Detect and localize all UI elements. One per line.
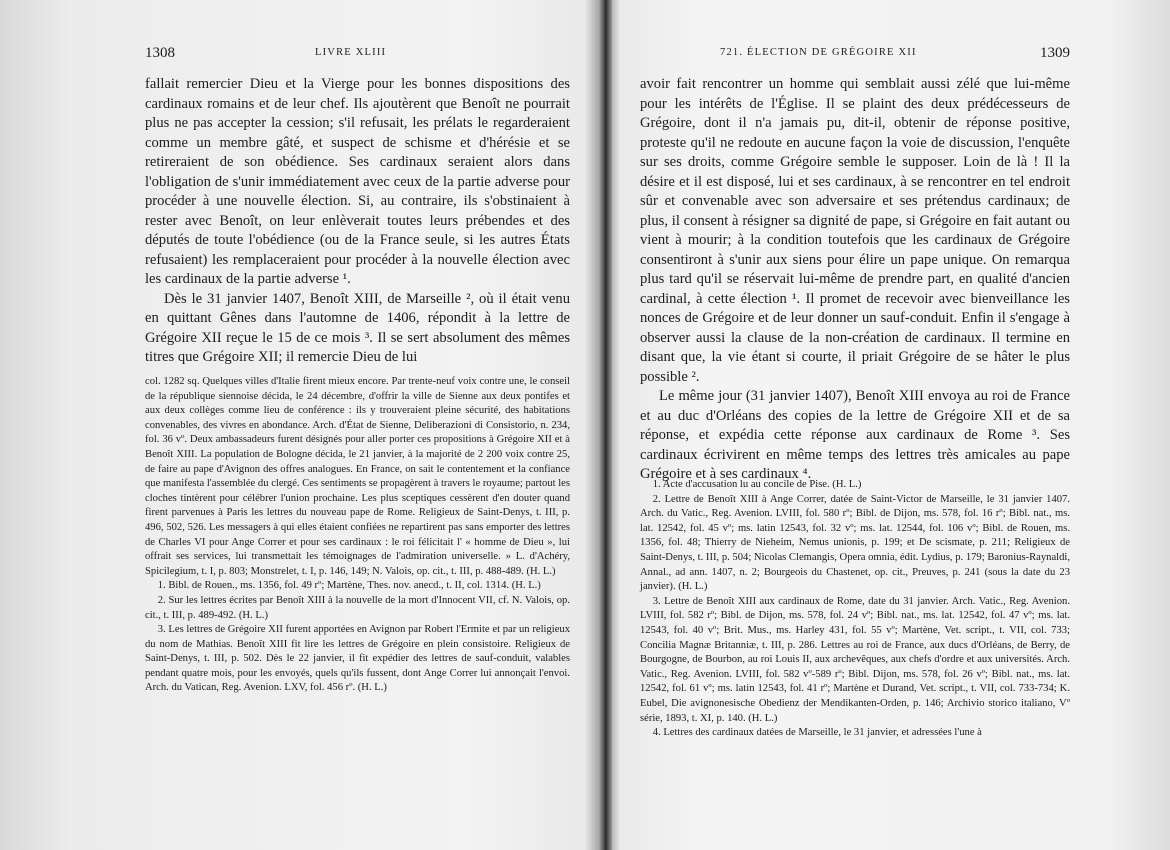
footnote: 2. Lettre de Benoît XIII à Ange Correr, datée de Saint-Victor de Marseille, le 31 janvier 1407. Arch. du Vatic., Reg. Avenion. LVIII, fol. 580 rº; Bibl. de Dijon, ms. 578, fol. 16 rº; Bibl. nat., ms. lat. 12542, fol. 45 vº; ms. latin 12543, fol. 32 vº; ms. lat. 12544, fol. 106 vº; Bibl. de Rouen, ms. 1356, fol. 48; Thierry de Nieheim, Nemus unionis, p. 199; et De scismate, p. 211; Religieux de Saint-Denys, t. III, p. 504; Nicolas Clemangis, Opera omnia, édit. Lydius, p. 179; Baronius-Raynaldi, Annal., ad ann. 1407, n. 2; Bourgeois du Chastenet, op. cit., Preuves, p. 241 (sous la date du 23 janvier). (H. L.) (640, 493, 1070, 593)
page-number: 1308 (145, 45, 175, 61)
running-head: LIVRE XLIII (315, 47, 387, 58)
left-footnotes (145, 375, 570, 696)
footnote: col. 1282 sq. Quelques villes d'Italie firent mieux encore. Par trente-neuf voix contre une, le conseil de la république siennoise décida, le 24 décembre, d'offrir la ville de Sienne aux deux pontifes et aux deux collèges comme lieu de conférence : ils y trouveraient pleine sécurité, des habitations convenables, des vivres en abondance. Arch. d'État de Sienne, Deliberazioni di Consistorio, n. 234, fol. 36 vº. Deux ambassadeurs furent désignés pour aller porter ces propositions à Grégoire XII et à Benoît XIII. La population de Bologne décida, le 21 janvier, à la majorité de 2 200 voix contre 25, de faire au pape d'Avignon des offres analogues. En France, on sait le contentement et la confiance que manifesta l'assemblée du clergé. Ces sentiments se propagèrent à travers le royaume; partout les cloches tintèrent pour célébrer l'union prochaine. Les plus sceptiques cessèrent d'en douter quand firent parvenues à Paris les lettres du nouveau pape de Rome. Religieux de Saint-Denys, t. III, p. 496, 502, 526. Les messagers à qui elles étaient confiées ne repartirent pas sans emporter des lettres de Charles VI pour Ange Correr et pour ses cardinaux : le roi félicitait l' « homme de Dieu », lui offrait ses services, lui transmettait les témoignages de l'admiration universelle. » L. d'Achéry, Spicilegium, t. I, p. 803; Monstrelet, t. I, p. 146, 149; N. Valois, op. cit., t. III, p. 488-489. (H. L.) (145, 376, 570, 577)
footnote: 3. Les lettres de Grégoire XII furent apportées en Avignon par Robert l'Ermite et par un religieux du nom de Mathias. Benoît XIII fit lire les lettres de Grégoire en plein consistoire. Religieux de Saint-Denys, t. III, p. 502. Dès le 22 janvier, il fit expédier des lettres de sauf-conduit, valables pendant quatre mois, pour les envoyés, quels qu'ils fussent, dont Ange Correr lui annonçait l'envoi. Arch. du Vatican, Reg. Avenion. LXV, fol. 456 rº. (H. L.) (145, 624, 570, 694)
paragraph: Le même jour (31 janvier 1407), Benoît XIII envoya au roi de France et au duc d'Orléans des copies de la lettre de Grégoire XII et de sa réponse, et expédia cette réponse aux cardinaux de Rome ³. Ses cardinaux écrivirent en même temps des lettres très amicales au pape Grégoire et à ses cardinaux ⁴. (640, 388, 1070, 482)
footnote: 1. Acte d'accusation lu au concile de Pise. (H. L.) (652, 479, 862, 490)
left-page-header (145, 45, 570, 67)
right-page (610, 0, 1170, 850)
footnote: 3. Lettre de Benoît XIII aux cardinaux de Rome, date du 31 janvier. Arch. Vatic., Reg. Avenion. LVIII, fol. 582 rº; Bibl. de Dijon, ms. 578, fol. 24 vº; Bibl. nat., ms. lat. 12542, fol. 47 vº; ms. lat. 12543, fol. 40 vº; Brit. Mus., ms. Harley 431, fol. 55 vº; Martène, Vet. script., t. VII, col. 733; Concilia Magnæ Britanniæ, t. III, p. 286. Lettres au roi de France, aux ducs d'Orléans, de Berry, de Bourgogne, de Bourbon, au roi Louis II, aux archevêques, aux chefs d'ordre et aux universités. Arch. Vatic., Reg. Avenion. LVIII, fol. 582 vº-589 rº; Bibl. Dijon, ms. 578, fol. 26 vº; Bibl. nat., ms. lat. 12542, fol. 61 vº; ms. latin 12543, fol. 41 rº; Martène et Durand, Vet. script., t. VII, col. 733-734; K. Eubel, Die avignonesische Obedienz der Mendikanten-Orden, p. 146; Archivio storico italiano, Vº série, 1893, t. XI, p. 140. (H. L.) (640, 595, 1070, 724)
left-main-text (145, 75, 570, 368)
right-main-text (640, 75, 1070, 485)
right-footnotes (640, 478, 1070, 741)
paragraph: avoir fait rencontrer un homme qui semblait aussi zélé que lui-même pour les intérêts de l'Église. Il se plaint des deux prédécesseurs de Grégoire, dont il n'a jamais pu, dit-il, obtenir de réponse positive, proteste qu'il ne redoute en aucune façon la voie de discussion, l'enquête sur ses droits, comme Grégoire semble le supposer. Loin de là ! Il la désire et il est disposé, lui et ses cardinaux, à se rencontrer en tel endroit sûr et convenable avec son adversaire et ses prétendus cardinaux; de plus, il consent à résigner sa dignité de pape, si Grégoire en fait autant ou vient à mourir; à la condition toutefois que les cardinaux de Grégoire consentiront à s'unir aux siens pour élire un pape unique. On remarqua plus tard qu'il se réservait lui-même de prendre part, en qualité d'ancien cardinal, à cette élection ¹. Il promet de recevoir avec bienveillance les nonces de Grégoire et de leur donner un sauf-conduit. Enfin il s'engage à observer aussi la clause de la non-création de cardinaux. Il termine en disant que, la vie étant si courte, il priait Grégoire de se hâter le plus possible ². (640, 76, 1070, 385)
running-head: 721. ÉLECTION DE GRÉGOIRE XII (720, 47, 917, 58)
page-number: 1309 (1040, 45, 1070, 61)
right-page-header (640, 45, 1070, 67)
footnote: 2. Sur les lettres écrites par Benoît XIII à la nouvelle de la mort d'Innocent VII, cf. N. Valois, op. cit., t. III, p. 489-492. (H. L.) (145, 594, 570, 621)
footnote: 1. Bibl. de Rouen., ms. 1356, fol. 49 rº; Martène, Thes. nov. anecd., t. II, col. 1314. (H. L.) (157, 580, 541, 592)
footnote: 4. Lettres des cardinaux datées de Marseille, le 31 janvier, et adressées l'une à (652, 727, 982, 739)
paragraph: Dès le 31 janvier 1407, Benoît XIII, de Marseille ², où il était venu en quittant Gênes dans l'automne de 1406, répondit à la lettre de Grégoire XII reçue le 15 de ce mois ³. Il se sert absolument des mêmes titres que Grégoire XII; il remercie Dieu de lui (145, 290, 570, 365)
paragraph: fallait remercier Dieu et la Vierge pour les bonnes dispositions des cardinaux romains et de leur chef. Ils ajoutèrent que Benoît ne pourrait plus ne pas accepter la cession; s'il refusait, les prélats le regarderaient comme un membre gâté, et suspect de schisme et d'hérésie et se retireraient de son obédience. Ses cardinaux seraient alors dans l'obligation de s'unir immédiatement avec ceux de la partie adverse pour procéder à une nouvelle élection. Si, au contraire, ils s'obstinaient à rester avec Benoît, on leur enlèverait toutes leurs prébendes et des députés de toute l'obédience (ou de la France seule, si les autres États refusaient) les remplaceraient pour procéder à la nouvelle élection avec les cardinaux de la partie adverse ¹. (145, 76, 570, 287)
